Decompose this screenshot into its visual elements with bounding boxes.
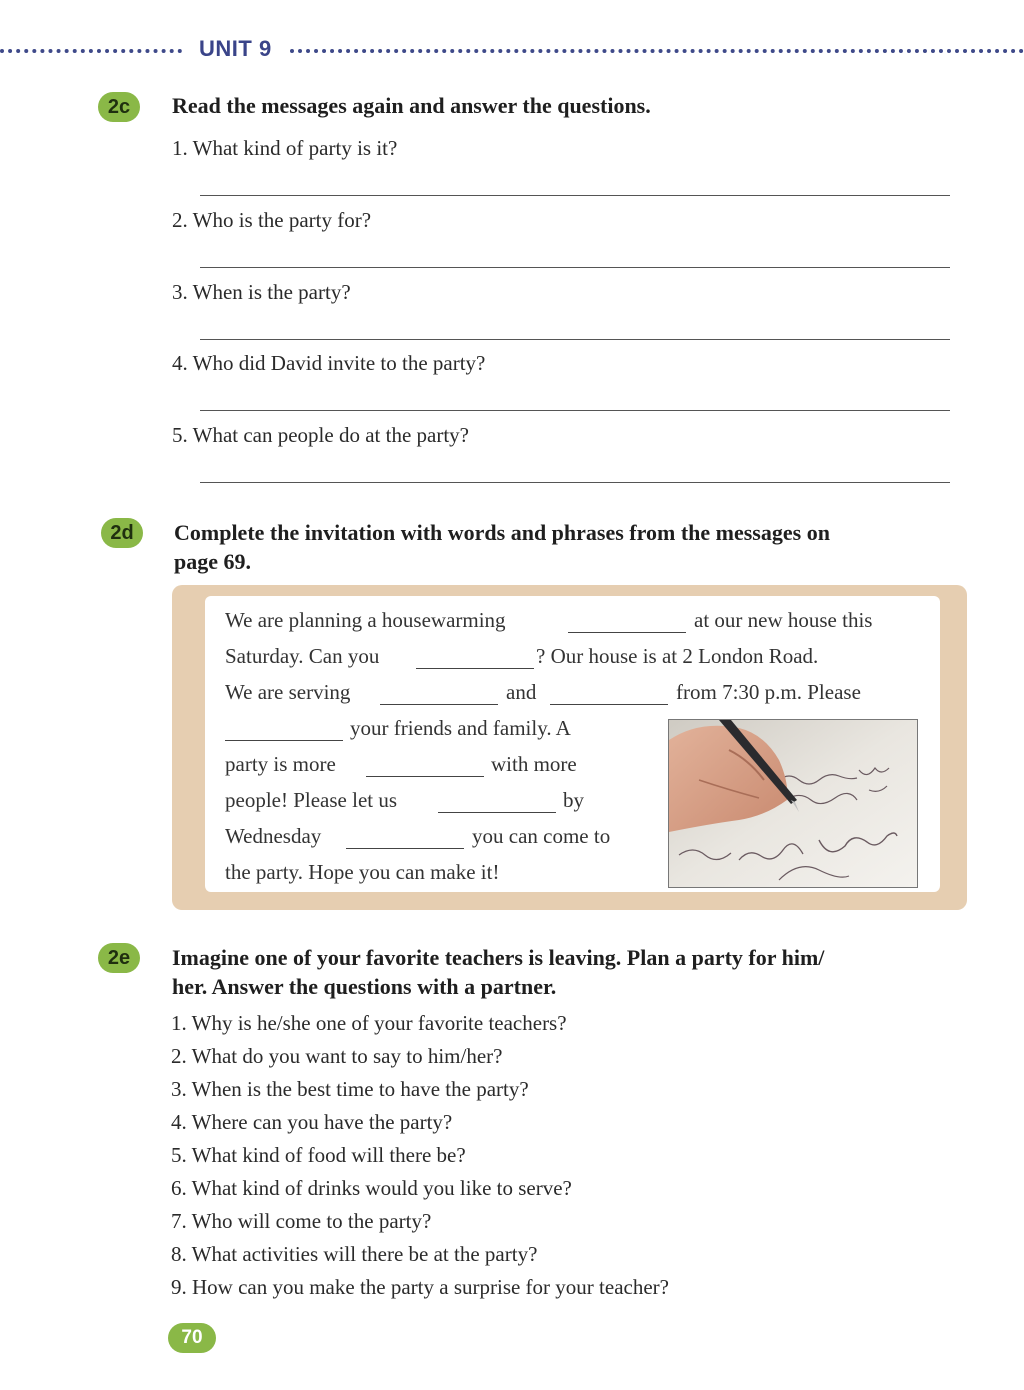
answer-line-2[interactable] (200, 267, 950, 268)
blank-7[interactable] (438, 812, 556, 813)
blank-1[interactable] (568, 632, 686, 633)
blank-8[interactable] (346, 848, 464, 849)
invitation-text: by (563, 788, 584, 812)
writing-photo (668, 719, 918, 888)
invitation-text: with more (491, 752, 577, 776)
question-2c-5: 5. What can people do at the party? (172, 423, 469, 447)
invitation-text: people! Please let us (225, 788, 398, 812)
section-badge-2d: 2d (101, 518, 143, 548)
blank-4[interactable] (550, 704, 668, 705)
answer-line-1[interactable] (200, 195, 950, 196)
question-2e-1: 1. Why is he/she one of your favorite teachers? (171, 1011, 567, 1035)
question-2c-3: 3. When is the party? (172, 280, 351, 304)
question-2e-6: 6. What kind of drinks would you like to serve? (171, 1176, 572, 1200)
question-2e-9: 9. How can you make the party a surprise for your teacher? (171, 1275, 669, 1299)
invitation-text: We are serving (225, 680, 351, 704)
instruction-2d-line2: page 69. (174, 549, 251, 574)
invitation-text: your friends and family. A (350, 716, 571, 740)
section-badge-2e: 2e (98, 943, 140, 973)
blank-6[interactable] (366, 776, 484, 777)
blank-3[interactable] (380, 704, 498, 705)
question-2e-4: 4. Where can you have the party? (171, 1110, 453, 1134)
invitation-text: ? Our house is at 2 London Road. (536, 644, 819, 668)
question-2c-2: 2. Who is the party for? (172, 208, 372, 232)
invitation-text: at our new house this (694, 608, 873, 632)
invitation-text: the party. Hope you can make it! (225, 860, 500, 884)
section-badge-2c: 2c (98, 92, 140, 122)
instruction-2d-line1: Complete the invitation with words and phrases from the messages on (174, 520, 830, 545)
instruction-2e-line2: her. Answer the questions with a partner. (172, 974, 557, 999)
unit-title: UNIT 9 (199, 36, 272, 61)
question-2e-2: 2. What do you want to say to him/her? (171, 1044, 503, 1068)
question-2c-4: 4. Who did David invite to the party? (172, 351, 486, 375)
question-2c-1: 1. What kind of party is it? (172, 136, 398, 160)
instruction-2e-line1: Imagine one of your favorite teachers is leaving. Plan a party for him/ (172, 945, 825, 970)
question-2e-5: 5. What kind of food will there be? (171, 1143, 466, 1167)
invitation-text: Saturday. Can you (225, 644, 380, 668)
answer-line-5[interactable] (200, 482, 950, 483)
invitation-text: We are planning a housewarming (225, 608, 506, 632)
page-number-badge: 70 (168, 1323, 216, 1353)
question-2e-3: 3. When is the best time to have the party? (171, 1077, 529, 1101)
invitation-text: and (506, 680, 537, 704)
answer-line-3[interactable] (200, 339, 950, 340)
question-2e-8: 8. What activities will there be at the party? (171, 1242, 538, 1266)
blank-5[interactable] (225, 740, 343, 741)
hand-writing-illustration (669, 720, 917, 887)
instruction-2c: Read the messages again and answer the questions. (172, 93, 651, 118)
header-dotted-rule-left (0, 49, 182, 53)
invitation-text: Wednesday (225, 824, 322, 848)
question-2e-7: 7. Who will come to the party? (171, 1209, 432, 1233)
invitation-text: from 7:30 p.m. Please (676, 680, 861, 704)
invitation-text: party is more (225, 752, 336, 776)
invitation-text: you can come to (472, 824, 611, 848)
blank-2[interactable] (416, 668, 534, 669)
header-dotted-rule-right (290, 49, 1024, 53)
answer-line-4[interactable] (200, 410, 950, 411)
